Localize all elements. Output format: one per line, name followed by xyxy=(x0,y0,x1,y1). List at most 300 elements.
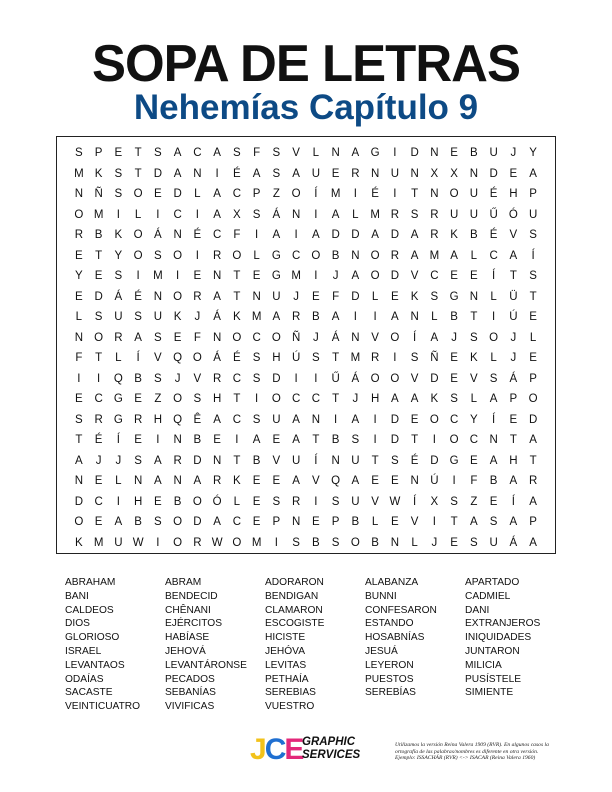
grid-letter[interactable]: U xyxy=(311,167,321,180)
grid-letter[interactable]: C xyxy=(173,208,182,221)
grid-letter[interactable]: L xyxy=(352,208,359,221)
grid-letter[interactable]: S xyxy=(75,147,83,160)
grid-letter[interactable]: E xyxy=(134,434,142,447)
grid-letter[interactable]: L xyxy=(115,352,122,365)
grid-letter[interactable]: J xyxy=(510,331,517,344)
grid-letter[interactable]: Á xyxy=(154,229,162,242)
grid-letter[interactable]: I xyxy=(373,434,377,447)
grid-letter[interactable]: U xyxy=(390,167,400,180)
grid-letter[interactable]: N xyxy=(252,290,261,303)
grid-letter[interactable]: Á xyxy=(351,372,360,385)
grid-letter[interactable]: N xyxy=(410,167,419,180)
grid-letter[interactable]: X xyxy=(430,495,439,508)
grid-letter[interactable]: A xyxy=(351,270,360,283)
grid-letter[interactable]: S xyxy=(331,495,340,508)
grid-letter[interactable]: A xyxy=(134,331,142,344)
grid-letter[interactable]: S xyxy=(529,229,537,242)
grid-letter[interactable]: U xyxy=(449,208,459,221)
grid-letter[interactable]: H xyxy=(509,454,518,467)
grid-letter[interactable]: V xyxy=(509,229,518,242)
grid-letter[interactable]: Í xyxy=(314,454,318,467)
grid-letter[interactable]: E xyxy=(94,516,103,529)
grid-letter[interactable]: I xyxy=(393,147,397,160)
grid-letter[interactable]: S xyxy=(410,352,419,365)
grid-letter[interactable]: E xyxy=(94,270,103,283)
grid-letter[interactable]: E xyxy=(312,290,320,303)
grid-letter[interactable]: M xyxy=(291,270,301,283)
grid-letter[interactable]: O xyxy=(311,249,321,262)
grid-letter[interactable]: T xyxy=(233,393,241,406)
grid-letter[interactable]: B xyxy=(193,434,202,447)
grid-letter[interactable]: A xyxy=(193,475,202,488)
grid-letter[interactable]: É xyxy=(193,229,202,242)
grid-letter[interactable]: O xyxy=(94,331,104,344)
grid-letter[interactable]: E xyxy=(371,475,379,488)
grid-letter[interactable]: F xyxy=(75,352,83,365)
grid-letter[interactable]: V xyxy=(154,352,162,365)
grid-letter[interactable]: Ü xyxy=(509,290,518,303)
grid-letter[interactable]: S xyxy=(114,188,123,201)
grid-letter[interactable]: M xyxy=(429,249,440,262)
grid-letter[interactable]: G xyxy=(449,454,459,467)
grid-letter[interactable]: T xyxy=(134,167,142,180)
grid-letter[interactable]: V xyxy=(371,495,379,508)
grid-letter[interactable]: A xyxy=(391,311,399,324)
grid-letter[interactable]: A xyxy=(331,311,340,324)
grid-letter[interactable]: M xyxy=(251,536,262,549)
grid-letter[interactable]: A xyxy=(529,167,537,180)
grid-letter[interactable]: H xyxy=(133,495,143,508)
grid-letter[interactable]: V xyxy=(193,372,202,385)
grid-letter[interactable]: R xyxy=(370,352,380,365)
grid-letter[interactable]: E xyxy=(470,270,478,283)
grid-letter[interactable]: I xyxy=(156,536,160,549)
grid-letter[interactable]: S xyxy=(470,331,478,344)
grid-letter[interactable]: R xyxy=(291,495,301,508)
grid-letter[interactable]: T xyxy=(529,290,537,303)
grid-letter[interactable]: I xyxy=(492,311,496,324)
grid-letter[interactable]: R xyxy=(94,413,103,426)
grid-letter[interactable]: E xyxy=(450,536,458,549)
grid-letter[interactable]: T xyxy=(95,352,103,365)
grid-letter[interactable]: R xyxy=(212,249,222,262)
grid-letter[interactable]: O xyxy=(232,249,242,262)
grid-letter[interactable]: A xyxy=(470,516,478,529)
grid-letter[interactable]: A xyxy=(489,393,498,406)
grid-letter[interactable]: O xyxy=(528,393,538,406)
grid-letter[interactable]: K xyxy=(470,352,478,365)
grid-letter[interactable]: K xyxy=(410,290,419,303)
grid-letter[interactable]: N xyxy=(153,290,163,303)
grid-letter[interactable]: L xyxy=(470,393,478,406)
grid-letter[interactable]: I xyxy=(452,475,456,488)
grid-letter[interactable]: A xyxy=(351,475,360,488)
grid-letter[interactable]: J xyxy=(194,311,201,324)
grid-letter[interactable]: Í xyxy=(492,413,496,426)
grid-letter[interactable]: Q xyxy=(113,372,123,385)
grid-letter[interactable]: E xyxy=(213,434,221,447)
grid-letter[interactable]: Y xyxy=(470,413,478,426)
grid-letter[interactable]: O xyxy=(271,393,281,406)
grid-letter[interactable]: O xyxy=(390,372,400,385)
grid-letter[interactable]: Q xyxy=(173,352,183,365)
grid-letter[interactable]: I xyxy=(176,270,180,283)
grid-letter[interactable]: E xyxy=(114,147,123,160)
grid-letter[interactable]: A xyxy=(272,229,281,242)
grid-letter[interactable]: N xyxy=(212,331,222,344)
grid-letter[interactable]: B xyxy=(351,516,360,529)
grid-letter[interactable]: K xyxy=(173,311,182,324)
grid-letter[interactable]: T xyxy=(411,434,419,447)
grid-letter[interactable]: O xyxy=(232,536,242,549)
grid-letter[interactable]: E xyxy=(252,495,261,508)
grid-letter[interactable]: É xyxy=(233,167,241,180)
grid-letter[interactable]: Í xyxy=(136,352,140,365)
grid-letter[interactable]: T xyxy=(95,249,103,262)
grid-letter[interactable]: L xyxy=(371,290,379,303)
grid-letter[interactable]: A xyxy=(213,208,221,221)
grid-letter[interactable]: S xyxy=(154,372,162,385)
grid-letter[interactable]: B xyxy=(371,536,379,549)
grid-letter[interactable]: A xyxy=(75,454,83,467)
grid-letter[interactable]: C xyxy=(291,249,301,262)
grid-letter[interactable]: E xyxy=(134,393,142,406)
grid-letter[interactable]: D xyxy=(390,270,400,283)
grid-letter[interactable]: D xyxy=(528,413,538,426)
grid-letter[interactable]: V xyxy=(410,270,419,283)
grid-letter[interactable]: C xyxy=(232,516,242,529)
grid-letter[interactable]: Á xyxy=(509,372,518,385)
grid-letter[interactable]: C xyxy=(469,434,479,447)
grid-letter[interactable]: O xyxy=(390,331,400,344)
grid-letter[interactable]: A xyxy=(213,290,221,303)
grid-letter[interactable]: U xyxy=(469,188,479,201)
grid-letter[interactable]: J xyxy=(95,454,102,467)
grid-letter[interactable]: R xyxy=(390,208,400,221)
grid-letter[interactable]: C xyxy=(252,331,261,344)
grid-letter[interactable]: E xyxy=(193,270,202,283)
grid-letter[interactable]: I xyxy=(373,311,377,324)
grid-letter[interactable]: C xyxy=(232,413,242,426)
grid-letter[interactable]: E xyxy=(252,475,261,488)
grid-letter[interactable]: I xyxy=(334,413,338,426)
grid-letter[interactable]: D xyxy=(193,454,202,467)
grid-letter[interactable]: R xyxy=(430,208,439,221)
grid-letter[interactable]: D xyxy=(94,290,103,303)
grid-letter[interactable]: A xyxy=(173,167,182,180)
grid-letter[interactable]: S xyxy=(272,147,281,160)
grid-letter[interactable]: A xyxy=(529,495,537,508)
grid-letter[interactable]: K xyxy=(233,311,241,324)
grid-letter[interactable]: O xyxy=(429,413,439,426)
grid-letter[interactable]: D xyxy=(331,229,340,242)
grid-letter[interactable]: N xyxy=(390,536,400,549)
grid-letter[interactable]: O xyxy=(173,393,183,406)
grid-letter[interactable]: I xyxy=(314,495,318,508)
grid-letter[interactable]: U xyxy=(528,208,538,221)
grid-letter[interactable]: L xyxy=(411,536,418,549)
grid-letter[interactable]: O xyxy=(370,372,380,385)
grid-letter[interactable]: G xyxy=(271,270,281,283)
grid-letter[interactable]: E xyxy=(509,167,518,180)
grid-letter[interactable]: I xyxy=(314,208,318,221)
grid-letter[interactable]: V xyxy=(371,331,379,344)
grid-letter[interactable]: M xyxy=(370,208,380,221)
grid-letter[interactable]: I xyxy=(294,372,298,385)
grid-letter[interactable]: I xyxy=(314,270,318,283)
grid-letter[interactable]: J xyxy=(510,147,517,160)
grid-letter[interactable]: A xyxy=(529,434,537,447)
grid-letter[interactable]: R xyxy=(351,167,360,180)
grid-letter[interactable]: E xyxy=(391,290,399,303)
grid-letter[interactable]: Ñ xyxy=(291,331,301,344)
grid-letter[interactable]: Z xyxy=(272,188,280,201)
grid-letter[interactable]: J xyxy=(352,393,359,406)
grid-letter[interactable]: I xyxy=(432,516,436,529)
grid-letter[interactable]: I xyxy=(255,393,259,406)
grid-letter[interactable]: É xyxy=(233,352,241,365)
grid-letter[interactable]: A xyxy=(371,229,379,242)
grid-letter[interactable]: L xyxy=(529,331,537,344)
grid-letter[interactable]: S xyxy=(154,147,162,160)
grid-letter[interactable]: A xyxy=(292,413,300,426)
grid-letter[interactable]: T xyxy=(529,454,537,467)
grid-letter[interactable]: A xyxy=(173,147,182,160)
grid-letter[interactable]: E xyxy=(252,516,261,529)
grid-letter[interactable]: S xyxy=(233,147,241,160)
grid-letter[interactable]: I xyxy=(97,372,101,385)
grid-letter[interactable]: L xyxy=(490,352,497,365)
grid-letter[interactable]: S xyxy=(252,372,261,385)
grid-letter[interactable]: E xyxy=(312,516,320,529)
grid-letter[interactable]: S xyxy=(391,454,399,467)
grid-letter[interactable]: W xyxy=(132,536,144,549)
grid-letter[interactable]: G xyxy=(113,413,123,426)
grid-letter[interactable]: A xyxy=(509,249,518,262)
grid-letter[interactable]: I xyxy=(116,495,120,508)
grid-letter[interactable]: O xyxy=(74,516,84,529)
grid-letter[interactable]: D xyxy=(153,167,163,180)
grid-letter[interactable]: Ó xyxy=(508,208,518,221)
grid-letter[interactable]: D xyxy=(193,516,202,529)
grid-letter[interactable]: U xyxy=(489,536,498,549)
grid-letter[interactable]: N xyxy=(212,454,222,467)
grid-letter[interactable]: E xyxy=(489,495,498,508)
grid-letter[interactable]: Q xyxy=(331,475,341,488)
grid-letter[interactable]: Ú xyxy=(291,352,301,365)
grid-letter[interactable]: X xyxy=(450,167,458,180)
grid-letter[interactable]: I xyxy=(195,249,199,262)
grid-letter[interactable]: E xyxy=(509,413,518,426)
grid-letter[interactable]: Í xyxy=(511,495,515,508)
grid-letter[interactable]: L xyxy=(115,475,122,488)
grid-letter[interactable]: D xyxy=(173,188,182,201)
grid-letter[interactable]: N xyxy=(173,434,182,447)
grid-letter[interactable]: R xyxy=(430,229,439,242)
grid-letter[interactable]: T xyxy=(470,311,478,324)
grid-letter[interactable]: J xyxy=(174,372,181,385)
grid-letter[interactable]: O xyxy=(133,188,143,201)
grid-letter[interactable]: L xyxy=(312,147,320,160)
grid-letter[interactable]: U xyxy=(114,311,123,324)
grid-letter[interactable]: D xyxy=(390,413,400,426)
grid-letter[interactable]: N xyxy=(351,331,360,344)
grid-letter[interactable]: Ê xyxy=(193,413,202,426)
grid-letter[interactable]: P xyxy=(529,372,537,385)
grid-letter[interactable]: A xyxy=(351,413,360,426)
grid-letter[interactable]: E xyxy=(75,249,83,262)
grid-letter[interactable]: N xyxy=(469,290,479,303)
grid-letter[interactable]: C xyxy=(212,229,222,242)
grid-letter[interactable]: N xyxy=(311,413,321,426)
grid-letter[interactable]: Í xyxy=(314,188,318,201)
grid-letter[interactable]: A xyxy=(489,454,498,467)
grid-letter[interactable]: B xyxy=(312,536,320,549)
grid-letter[interactable]: Í xyxy=(116,434,120,447)
grid-letter[interactable]: I xyxy=(136,270,140,283)
grid-letter[interactable]: A xyxy=(509,475,518,488)
grid-letter[interactable]: N xyxy=(489,434,498,447)
grid-letter[interactable]: E xyxy=(450,147,458,160)
grid-letter[interactable]: H xyxy=(212,393,222,406)
grid-letter[interactable]: O xyxy=(489,331,499,344)
grid-letter[interactable]: I xyxy=(156,208,160,221)
grid-letter[interactable]: M xyxy=(74,167,84,180)
grid-letter[interactable]: P xyxy=(94,147,103,160)
grid-letter[interactable]: C xyxy=(232,188,242,201)
grid-letter[interactable]: O xyxy=(192,352,202,365)
grid-letter[interactable]: A xyxy=(252,167,261,180)
grid-letter[interactable]: W xyxy=(211,536,223,549)
grid-letter[interactable]: K xyxy=(430,393,439,406)
grid-letter[interactable]: T xyxy=(411,188,419,201)
grid-letter[interactable]: E xyxy=(75,393,83,406)
grid-letter[interactable]: S xyxy=(134,454,142,467)
grid-letter[interactable]: A xyxy=(410,249,419,262)
grid-letter[interactable]: R xyxy=(390,249,400,262)
grid-letter[interactable]: I xyxy=(393,352,397,365)
grid-letter[interactable]: Ú xyxy=(430,475,439,488)
grid-letter[interactable]: V xyxy=(272,454,281,467)
grid-letter[interactable]: L xyxy=(75,311,83,324)
grid-letter[interactable]: U xyxy=(351,454,360,467)
grid-letter[interactable]: Ó xyxy=(212,495,222,508)
grid-letter[interactable]: S xyxy=(351,434,360,447)
grid-letter[interactable]: B xyxy=(331,434,340,447)
grid-letter[interactable]: I xyxy=(235,434,239,447)
grid-letter[interactable]: A xyxy=(430,331,439,344)
grid-letter[interactable]: S xyxy=(154,516,162,529)
grid-letter[interactable]: M xyxy=(93,536,104,549)
grid-letter[interactable]: E xyxy=(450,352,458,365)
grid-letter[interactable]: A xyxy=(529,536,537,549)
grid-letter[interactable]: L xyxy=(470,249,478,262)
grid-letter[interactable]: D xyxy=(351,290,360,303)
grid-letter[interactable]: L xyxy=(431,311,438,324)
grid-letter[interactable]: R xyxy=(74,229,84,242)
grid-letter[interactable]: L xyxy=(253,249,260,262)
grid-letter[interactable]: R xyxy=(173,454,182,467)
grid-letter[interactable]: G xyxy=(449,290,459,303)
grid-letter[interactable]: N xyxy=(370,167,380,180)
grid-letter[interactable]: O xyxy=(449,434,459,447)
grid-letter[interactable]: Á xyxy=(509,536,518,549)
grid-letter[interactable]: C xyxy=(232,372,242,385)
grid-letter[interactable]: F xyxy=(193,331,201,344)
grid-letter[interactable]: G xyxy=(113,393,123,406)
grid-letter[interactable]: A xyxy=(252,434,261,447)
grid-letter[interactable]: U xyxy=(272,413,281,426)
grid-letter[interactable]: T xyxy=(332,393,340,406)
grid-letter[interactable]: B xyxy=(312,311,320,324)
grid-letter[interactable]: Í xyxy=(413,495,417,508)
grid-letter[interactable]: B xyxy=(134,516,142,529)
grid-letter[interactable]: C xyxy=(94,495,103,508)
grid-letter[interactable]: Í xyxy=(531,249,535,262)
grid-letter[interactable]: K xyxy=(75,536,83,549)
grid-letter[interactable]: T xyxy=(233,270,241,283)
grid-letter[interactable]: Ú xyxy=(509,311,518,324)
grid-letter[interactable]: E xyxy=(173,331,182,344)
grid-letter[interactable]: N xyxy=(74,331,84,344)
grid-letter[interactable]: K xyxy=(114,229,123,242)
grid-letter[interactable]: P xyxy=(529,188,537,201)
grid-letter[interactable]: L xyxy=(233,495,241,508)
grid-letter[interactable]: A xyxy=(154,454,162,467)
grid-letter[interactable]: S xyxy=(75,413,83,426)
grid-letter[interactable]: A xyxy=(213,413,221,426)
grid-letter[interactable]: N xyxy=(74,475,84,488)
grid-letter[interactable]: H xyxy=(153,413,163,426)
grid-letter[interactable]: A xyxy=(410,393,419,406)
grid-letter[interactable]: N xyxy=(331,147,340,160)
grid-letter[interactable]: O xyxy=(370,249,380,262)
grid-letter[interactable]: O xyxy=(133,229,143,242)
grid-letter[interactable]: N xyxy=(133,475,143,488)
grid-letter[interactable]: E xyxy=(391,516,399,529)
grid-letter[interactable]: B xyxy=(134,372,142,385)
grid-letter[interactable]: M xyxy=(153,270,163,283)
grid-letter[interactable]: Ű xyxy=(489,208,498,221)
grid-letter[interactable]: O xyxy=(173,249,183,262)
grid-letter[interactable]: N xyxy=(331,454,340,467)
grid-letter[interactable]: B xyxy=(489,475,498,488)
grid-letter[interactable]: S xyxy=(252,413,261,426)
grid-letter[interactable]: I xyxy=(294,229,298,242)
grid-letter[interactable]: F xyxy=(233,229,241,242)
grid-letter[interactable]: O xyxy=(133,249,143,262)
grid-letter[interactable]: N xyxy=(173,475,182,488)
grid-letter[interactable]: X xyxy=(430,167,439,180)
grid-letter[interactable]: Ñ xyxy=(94,188,103,201)
grid-letter[interactable]: T xyxy=(75,434,83,447)
grid-letter[interactable]: Z xyxy=(154,393,162,406)
grid-letter[interactable]: N xyxy=(430,147,439,160)
grid-letter[interactable]: E xyxy=(450,270,458,283)
grid-letter[interactable]: D xyxy=(390,434,400,447)
grid-letter[interactable]: A xyxy=(292,475,300,488)
grid-letter[interactable]: Q xyxy=(173,413,183,426)
grid-letter[interactable]: K xyxy=(94,167,103,180)
grid-letter[interactable]: Y xyxy=(529,147,537,160)
grid-letter[interactable]: U xyxy=(272,290,281,303)
grid-letter[interactable]: P xyxy=(331,516,340,529)
grid-letter[interactable]: C xyxy=(311,393,321,406)
grid-letter[interactable]: N xyxy=(212,270,222,283)
grid-letter[interactable]: I xyxy=(156,434,160,447)
grid-letter[interactable]: A xyxy=(154,475,162,488)
grid-letter[interactable]: J xyxy=(115,454,122,467)
